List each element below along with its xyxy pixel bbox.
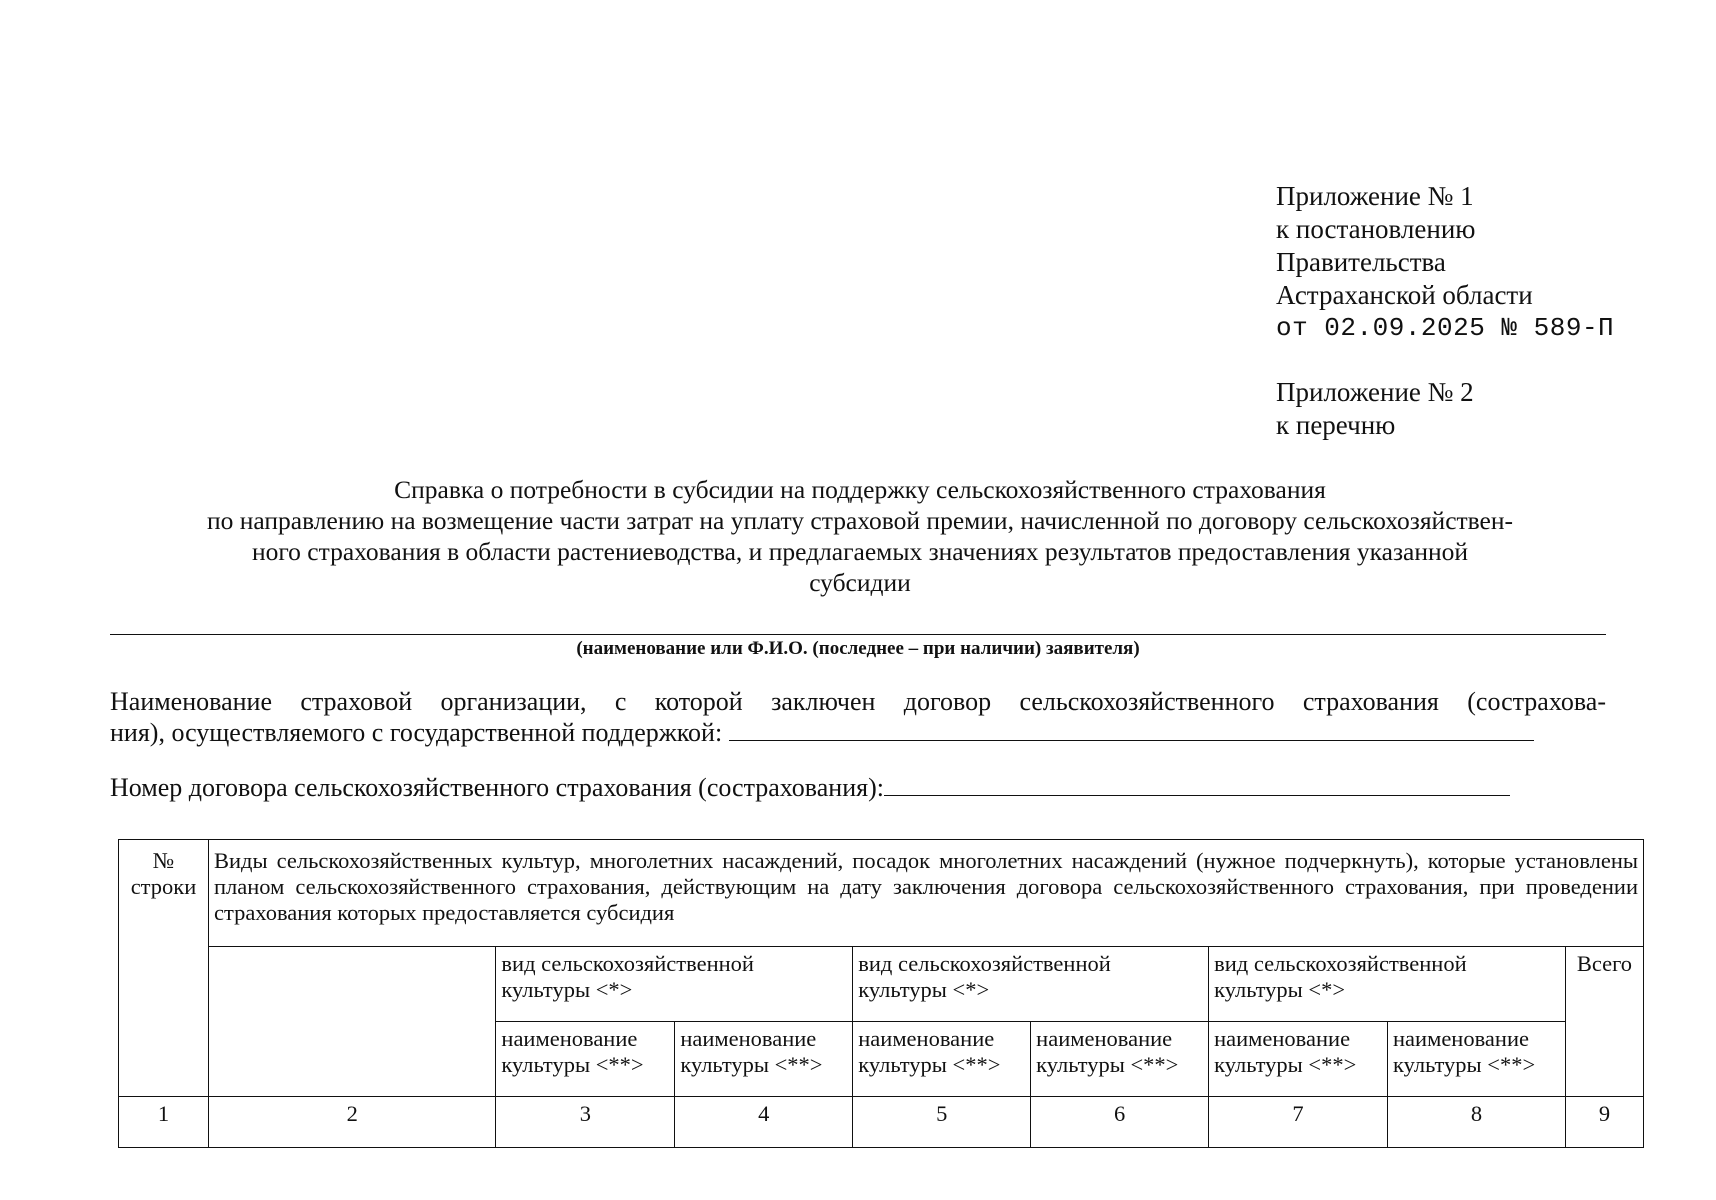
title-line-1: Справка о потребности в субсидии на поддержку сельскохозяйственного страхования [394, 475, 1326, 504]
appendix-1-authority: Правительства [1276, 247, 1446, 277]
crop-blank-cell [208, 947, 495, 1097]
insurer-label-line-2: ния), осуществляемого с государственной поддержкой: [110, 718, 723, 747]
column-number: 3 [496, 1097, 675, 1148]
contract-number-label: Номер договора сельскохозяйственного страхования (сострахования): [110, 773, 884, 802]
appendix-1-ref: к постановлению [1276, 214, 1476, 244]
insurer-label-line-1: Наименование страховой организации, с которой заключен договор сельскохозяйственного страхования (сострахова- [110, 687, 1606, 716]
column-number: 1 [119, 1097, 209, 1148]
total-header: Всего [1565, 947, 1643, 1097]
column-number: 2 [208, 1097, 495, 1148]
contract-number-field [110, 772, 1606, 803]
appendix-1-block [1276, 180, 1614, 345]
column-number: 8 [1388, 1097, 1566, 1148]
applicant-caption: (наименование или Ф.И.О. (последнее – при наличии) заявителя) [576, 638, 1140, 659]
crop-type-header-2: вид сельскохозяйственной культуры <*> [853, 947, 1209, 1022]
row-number-header: № строки [119, 840, 209, 1097]
appendix-2-title: Приложение № 2 [1276, 377, 1474, 407]
crop-name-header-2: наименование культуры <**> [675, 1022, 853, 1097]
column-number: 4 [675, 1097, 853, 1148]
crop-name-header-6: наименование культуры <**> [1388, 1022, 1566, 1097]
column-number: 9 [1565, 1097, 1643, 1148]
crop-name-header-1: наименование культуры <**> [496, 1022, 675, 1097]
column-number: 6 [1031, 1097, 1209, 1148]
column-number: 7 [1209, 1097, 1388, 1148]
applicant-name-line[interactable] [110, 634, 1606, 635]
column-number: 5 [853, 1097, 1031, 1148]
appendix-1-title: Приложение № 1 [1276, 181, 1474, 211]
crops-table [118, 839, 1644, 1148]
crop-types-header: Виды сельскохозяйственных культур, многолетних насаждений, посадок многолетних насаждений (нужное подчеркнуть), которые установлены планом сельскохозяйственного страхования, действующим на дату заключения договора сельскохозяйственного страхования, при проведении страхования которых предоставляется субсидия [208, 840, 1643, 947]
crop-name-header-4: наименование культуры <**> [1031, 1022, 1209, 1097]
title-line-4: субсидии [809, 568, 911, 597]
crop-name-header-3: наименование культуры <**> [853, 1022, 1031, 1097]
appendix-1-region: Астраханской области [1276, 280, 1533, 310]
contract-number-input-line[interactable] [884, 775, 1510, 796]
insurer-input-line[interactable] [729, 720, 1534, 741]
table-header-row-2 [119, 947, 1644, 1022]
table-header-row-1 [119, 840, 1644, 947]
crop-type-header-3: вид сельскохозяйственной культуры <*> [1209, 947, 1566, 1022]
appendix-2-block [1276, 376, 1474, 442]
crop-name-header-5: наименование культуры <**> [1209, 1022, 1388, 1097]
appendix-2-ref: к перечню [1276, 410, 1396, 440]
column-numbers-row [119, 1097, 1644, 1148]
document-title [110, 474, 1610, 598]
insurer-field [110, 686, 1606, 748]
title-line-2: по направлению на возмещение части затрат на уплату страховой премии, начисленной по договору сельскохозяйствен- [206, 506, 1514, 535]
crop-type-header-1: вид сельскохозяйственной культуры <*> [496, 947, 853, 1022]
title-line-3: ного страхования в области растениеводства, и предлагаемых значениях результатов предоставления указанной [251, 537, 1469, 566]
appendix-1-date-number: от 02.09.2025 № 589-П [1276, 313, 1615, 343]
